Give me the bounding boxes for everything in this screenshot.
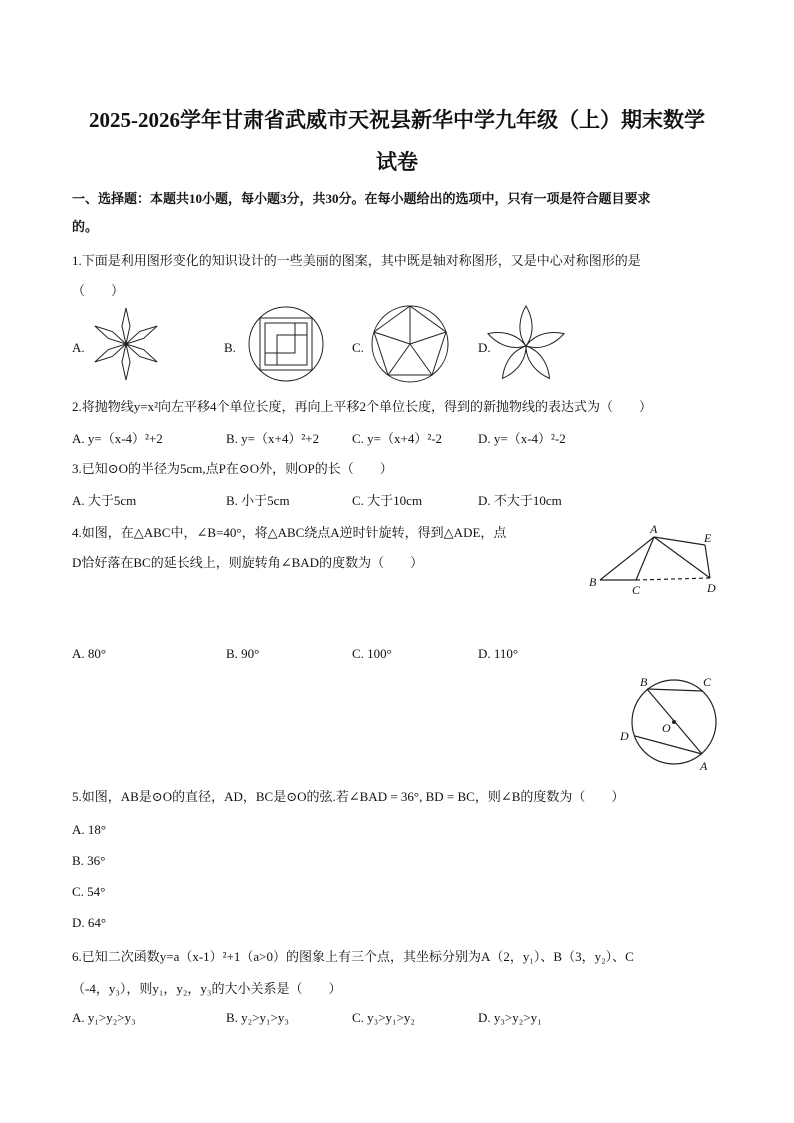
q3-option-a: A. 大于5cm — [72, 493, 137, 508]
q6-stem-cont: （-4，y₃），则y₁，y₂，y₃的大小关系是（ ） — [72, 981, 342, 996]
q1-stem-cont: （ ） — [72, 283, 125, 298]
q2-option-a: A. y=（x-4）²+2 — [72, 431, 163, 446]
q4-option-a: A. 80° — [72, 646, 107, 661]
q6-stem: 6.已知二次函数y=a（x-1）²+1（a>0）的图象上有三个点，其坐标分别为A（2，y₁）、B（3，y₂）、C — [72, 949, 634, 964]
q4-option-b: B. 90° — [226, 646, 260, 661]
q4-stem-cont: D恰好落在BC的延长线上，则旋转角∠BAD的度数为（ ） — [72, 555, 424, 570]
q3-option-c: C. 大于10cm — [352, 493, 423, 508]
q5-option-d: D. 64° — [72, 915, 107, 930]
q2-option-c: C. y=（x+4）²-2 — [352, 431, 443, 446]
q2-stem: 2.将抛物线y=x²向左平移4个单位长度，再向上平移2个单位长度，得到的新抛物线的表达式为（ ） — [72, 399, 652, 414]
q4-option-c: C. 100° — [352, 646, 392, 661]
point-c-label: C — [632, 583, 641, 597]
q1-option-d-label: D. — [478, 340, 491, 355]
q5-circle-chords-figure — [614, 674, 724, 774]
q6-option-b: B. y₂>y₁>y₃ — [226, 1010, 289, 1025]
q4-triangle-rotation-figure — [586, 520, 726, 600]
exam-title-line1: 2025-2026学年甘肃省武威市天祝县新华中学九年级（上）期末数学 — [89, 108, 705, 132]
point-o-label: O — [662, 721, 671, 735]
five-petal-flower-icon — [496, 304, 556, 384]
q4-stem: 4.如图，在△ABC中，∠B=40°，将△ABC绕点A逆时针旋转，得到△ADE，点 — [72, 525, 507, 540]
point-c-label: C — [703, 675, 712, 689]
circle-pentagon-icon — [370, 304, 450, 384]
circle-square-pinwheel-icon — [248, 306, 324, 382]
q5-stem: 5.如图，AB是⊙O的直径，AD，BC是⊙O的弦.若∠BAD = 36°, BD = BC，则∠B的度数为（ ） — [72, 789, 625, 804]
point-a-label: A — [650, 522, 658, 536]
six-petal-star-icon — [88, 306, 164, 382]
q5-option-b: B. 36° — [72, 853, 106, 868]
point-d-label: D — [707, 581, 716, 595]
q3-option-d: D. 不大于10cm — [478, 493, 562, 508]
q6-option-d: D. y₃>y₂>y₁ — [478, 1010, 542, 1025]
q5-option-a: A. 18° — [72, 822, 107, 837]
exam-title-line2: 试卷 — [376, 150, 418, 174]
q1-option-b-label: B. — [224, 340, 236, 355]
point-d-label: D — [620, 729, 629, 743]
q1-option-c-label: C. — [352, 340, 364, 355]
q4-option-d: D. 110° — [478, 646, 519, 661]
point-b-label: B — [589, 575, 597, 589]
q3-option-b: B. 小于5cm — [226, 493, 290, 508]
q2-option-b: B. y=（x+4）²+2 — [226, 431, 320, 446]
q2-option-d: D. y=（x-4）²-2 — [478, 431, 566, 446]
q1-option-a-label: A. — [72, 340, 85, 355]
q1-stem: 1.下面是利用图形变化的知识设计的一些美丽的图案，其中既是轴对称图形，又是中心对称图形的是 — [72, 253, 641, 268]
q5-option-c: C. 54° — [72, 884, 106, 899]
q6-option-a: A. y₁>y₂>y₃ — [72, 1010, 136, 1025]
point-e-label: E — [704, 531, 712, 545]
section-heading: 一、选择题：本题共10小题，每小题3分，共30分。在每小题给出的选项中，只有一项是符合题目要求 — [72, 191, 651, 206]
point-b-label: B — [640, 675, 648, 689]
section-heading-cont: 的。 — [72, 219, 99, 234]
q3-stem: 3.已知⊙O的半径为5cm,点P在⊙O外，则OP的长（ ） — [72, 461, 393, 476]
point-a-label: A — [700, 759, 708, 773]
center-point-o — [672, 720, 676, 724]
q6-option-c: C. y₃>y₁>y₂ — [352, 1010, 415, 1025]
